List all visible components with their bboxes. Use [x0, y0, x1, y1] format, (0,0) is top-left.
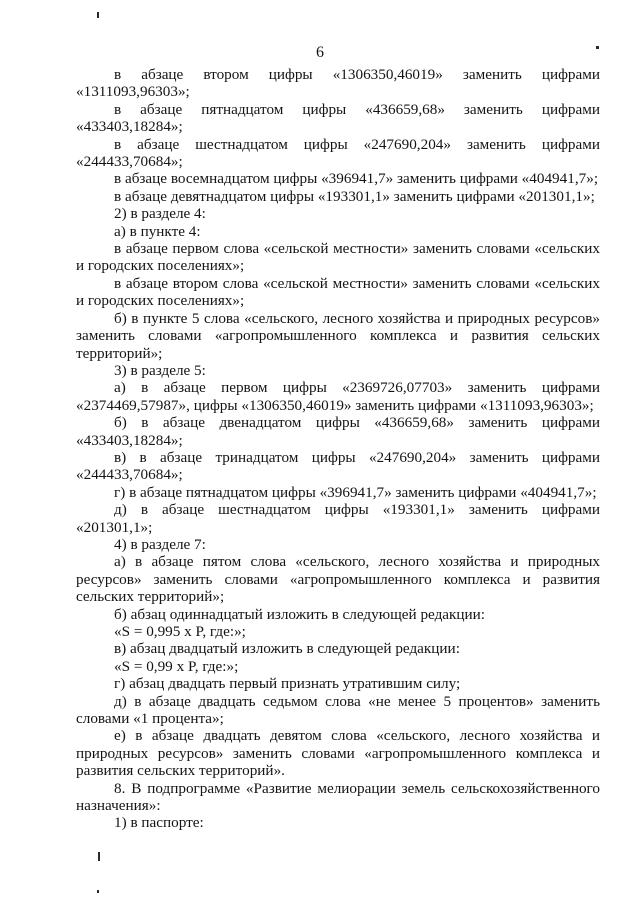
paragraph: в абзаце втором цифры «1306350,46019» заменить цифрами «1311093,96303»;	[76, 66, 600, 101]
paragraph: 4) в разделе 7:	[114, 535, 206, 553]
scan-speck	[596, 46, 599, 49]
paragraph: б) в пункте 5 слова «сельского, лесного хозяйства и природных ресурсов» заменить словами «агропромышленного комплекса и развития сельских территорий»;	[76, 309, 600, 362]
paragraph: в абзаце пятнадцатом цифры «436659,68» заменить цифрами «433403,18284»;	[76, 100, 600, 136]
paragraph: в абзаце шестнадцатом цифры «247690,204» заменить цифрами «244433,70684»;	[76, 135, 600, 171]
paragraph: в абзаце восемнадцатом цифры «396941,7» заменить цифрами «404941,7»;	[114, 170, 599, 188]
paragraph: 2) в разделе 4:	[114, 205, 206, 223]
paragraph: а) в пункте 4:	[114, 222, 201, 240]
paragraph: б) абзац одиннадцатый изложить в следующей редакции:	[114, 605, 486, 623]
paragraph: в) абзац двадцатый изложить в следующей редакции:	[114, 640, 460, 658]
scan-speck	[97, 12, 99, 18]
paragraph: в абзаце втором слова «сельской местности» заменить словами «сельских и городских поселениях»;	[76, 274, 600, 310]
paragraph: д) в абзаце шестнадцатом цифры «193301,1» заменить цифрами «201301,1»;	[76, 501, 600, 536]
paragraph: 8. В подпрограмме «Развитие мелиорации земель сельскохозяйственного назначения»:	[76, 779, 600, 815]
scan-speck	[98, 852, 100, 861]
paragraph: г) в абзаце пятнадцатом цифры «396941,7» заменить цифрами «404941,7»;	[114, 483, 597, 501]
paragraph: в) в абзаце тринадцатом цифры «247690,204» заменить цифрами «244433,70684»;	[76, 448, 600, 484]
paragraph: б) в абзаце двенадцатом цифры «436659,68» заменить цифрами «433403,18284»;	[76, 414, 600, 449]
paragraph: в абзаце девятнадцатом цифры «193301,1» заменить цифрами «201301,1»;	[114, 187, 595, 205]
paragraph: в абзаце первом слова «сельской местности» заменить словами «сельских и городских поселениях»;	[76, 240, 600, 275]
paragraph: 3) в разделе 5:	[114, 361, 206, 379]
paragraph: «S = 0,995 х P, где:»;	[114, 623, 246, 640]
paragraph: е) в абзаце двадцать девятом слова «сельского, лесного хозяйства и природных ресурсов» заменить словами «агропромышленного комплекса и развития сельских территорий».	[76, 727, 600, 780]
paragraph: 1) в паспорте:	[114, 814, 204, 832]
document-body	[76, 66, 600, 832]
paragraph: д) в абзаце двадцать седьмом слова «не менее 5 процентов» заменить словами «1 процента»;	[76, 692, 600, 728]
paragraph: а) в абзаце пятом слова «сельского, лесного хозяйства и природных ресурсов» заменить словами «агропромышленного комплекса и развития сельских территорий»;	[76, 553, 600, 606]
paragraph: «S = 0,99 х P, где:»;	[114, 657, 239, 675]
paragraph: а) в абзаце первом цифры «2369726,07703» заменить цифрами «2374469,57987», цифры «1306350,46019» заменить цифрами «1311093,96303»;	[76, 379, 600, 414]
scan-speck	[97, 890, 99, 893]
paragraph: г) абзац двадцать первый признать утратившим силу;	[114, 675, 461, 693]
page-number: 6	[316, 44, 324, 61]
